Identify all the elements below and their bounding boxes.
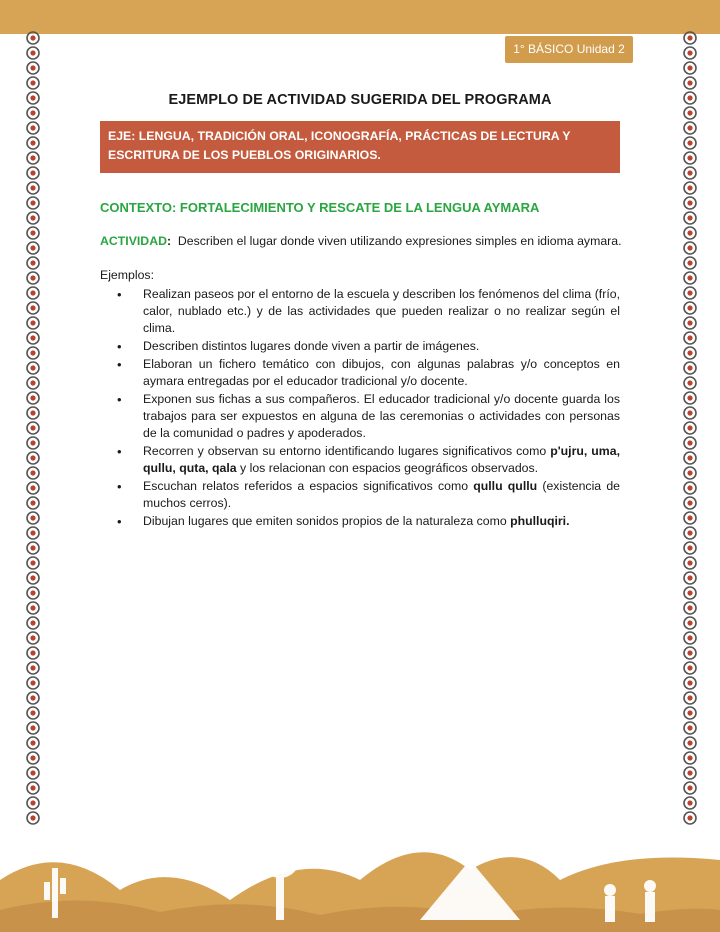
- ornament-motif-icon: [684, 662, 696, 674]
- ornament-motif-icon: [684, 617, 696, 629]
- list-item: • Recorren y observan su entorno identificando lugares significativos como p'ujru, uma, qullu, quta, qala y los relacionan con espacios geográficos observados.: [117, 444, 620, 475]
- ornament-motif-icon: [684, 152, 696, 164]
- ornament-motif-icon: [684, 377, 696, 389]
- ornament-motif-icon: [27, 182, 39, 194]
- ornament-motif-icon: [27, 677, 39, 689]
- ornament-motif-icon: [684, 392, 696, 404]
- ornament-motif-icon: [684, 107, 696, 119]
- ornament-motif-icon: [27, 527, 39, 539]
- activity-line: [100, 234, 622, 248]
- ornament-motif-icon: [27, 62, 39, 74]
- bullet-icon: •: [117, 479, 122, 494]
- ornament-motif-icon: [684, 122, 696, 134]
- ornament-motif-icon: [684, 797, 696, 809]
- ornament-motif-icon: [27, 482, 39, 494]
- ornament-motif-icon: [27, 77, 39, 89]
- ornament-motif-icon: [684, 362, 696, 374]
- ornament-motif-icon: [684, 467, 696, 479]
- aymara-term: qullu qullu: [473, 479, 538, 493]
- ornament-motif-icon: [684, 572, 696, 584]
- bullet-icon: •: [117, 392, 122, 407]
- ornament-motif-icon: [27, 587, 39, 599]
- ornament-motif-icon: [684, 527, 696, 539]
- ornament-motif-icon: [27, 392, 39, 404]
- ornament-motif-icon: [27, 137, 39, 149]
- ornament-motif-icon: [27, 152, 39, 164]
- ornament-motif-icon: [684, 437, 696, 449]
- ornament-motif-icon: [27, 737, 39, 749]
- ornament-motif-icon: [27, 272, 39, 284]
- left-ornament-border: [24, 30, 42, 830]
- list-item: • Escuchan relatos referidos a espacios significativos como qullu qullu (existencia de muchos cerros).: [117, 479, 621, 510]
- ornament-motif-icon: [27, 197, 39, 209]
- ornament-motif-icon: [27, 767, 39, 779]
- ornament-motif-icon: [684, 632, 696, 644]
- ornament-motif-icon: [27, 287, 39, 299]
- ornament-motif-icon: [27, 317, 39, 329]
- ornament-motif-icon: [27, 692, 39, 704]
- ornament-motif-icon: [684, 647, 696, 659]
- ornament-motif-icon: [684, 77, 696, 89]
- ornament-motif-icon: [27, 647, 39, 659]
- list-item: • Elaboran un fichero temático con dibujos, con algunas palabras y/o conceptos en aymara entregadas por el educador tradicional y/o docente.: [117, 357, 620, 388]
- ornament-motif-icon: [27, 47, 39, 59]
- ornament-motif-icon: [684, 257, 696, 269]
- ornament-motif-icon: [27, 422, 39, 434]
- ornament-motif-icon: [684, 482, 696, 494]
- examples-list: [100, 286, 620, 531]
- top-banner: [0, 0, 720, 34]
- ornament-motif-icon: [684, 227, 696, 239]
- ornament-motif-icon: [27, 662, 39, 674]
- ornament-motif-icon: [27, 122, 39, 134]
- ornament-motif-icon: [27, 752, 39, 764]
- ornament-motif-icon: [27, 257, 39, 269]
- bullet-icon: •: [117, 287, 122, 302]
- ornament-motif-icon: [27, 107, 39, 119]
- ornament-motif-icon: [684, 497, 696, 509]
- ornament-motif-icon: [684, 692, 696, 704]
- ornament-motif-icon: [27, 452, 39, 464]
- ornament-motif-icon: [684, 542, 696, 554]
- ornament-motif-icon: [684, 242, 696, 254]
- ornament-motif-icon: [684, 587, 696, 599]
- ornament-motif-icon: [27, 227, 39, 239]
- ornament-motif-icon: [27, 347, 39, 359]
- ornament-motif-icon: [684, 452, 696, 464]
- ornament-motif-icon: [27, 707, 39, 719]
- ornament-motif-icon: [27, 512, 39, 524]
- bullet-icon: •: [117, 444, 122, 459]
- bullet-icon: •: [117, 357, 122, 372]
- context-heading: CONTEXTO: FORTALECIMIENTO Y RESCATE DE LA LENGUA AYMARA: [100, 200, 540, 215]
- ornament-motif-icon: [27, 632, 39, 644]
- ornament-motif-icon: [684, 677, 696, 689]
- list-item: • Describen distintos lugares donde viven a partir de imágenes.: [117, 339, 480, 354]
- ornament-motif-icon: [684, 197, 696, 209]
- ornament-motif-icon: [27, 497, 39, 509]
- activity-colon: :: [166, 234, 172, 248]
- ornament-motif-icon: [684, 182, 696, 194]
- ornament-motif-icon: [684, 512, 696, 524]
- bullet-icon: •: [117, 339, 122, 354]
- ornament-motif-icon: [684, 317, 696, 329]
- ornament-motif-icon: [684, 167, 696, 179]
- activity-label: ACTIVIDAD: [100, 234, 167, 248]
- activity-text: Describen el lugar donde viven utilizando expresiones simples en idioma aymara.: [177, 234, 622, 248]
- ornament-motif-icon: [27, 602, 39, 614]
- ornament-motif-icon: [27, 212, 39, 224]
- ornament-motif-icon: [27, 377, 39, 389]
- ornament-motif-icon: [684, 752, 696, 764]
- ornament-motif-icon: [27, 467, 39, 479]
- ornament-motif-icon: [684, 47, 696, 59]
- ornament-motif-icon: [684, 332, 696, 344]
- ornament-motif-icon: [684, 137, 696, 149]
- ornament-motif-icon: [684, 602, 696, 614]
- list-item: • Realizan paseos por el entorno de la escuela y describen los fenómenos del clima (frío, calor, nublado etc.) y de las actividades que pueden realizar o no realizar según el clima.: [117, 287, 620, 335]
- ornament-motif-icon: [684, 737, 696, 749]
- ornament-motif-icon: [27, 407, 39, 419]
- ornament-motif-icon: [684, 422, 696, 434]
- ornament-motif-icon: [684, 272, 696, 284]
- ornament-motif-icon: [684, 287, 696, 299]
- ornament-motif-icon: [27, 797, 39, 809]
- page-title: EJEMPLO DE ACTIVIDAD SUGERIDA DEL PROGRAMA: [168, 92, 552, 108]
- ornament-motif-icon: [27, 302, 39, 314]
- eje-banner: EJE: LENGUA, TRADICIÓN ORAL, ICONOGRAFÍA, PRÁCTICAS DE LECTURA Y ESCRITURA DE LOS PUEBLOS ORIGINARIOS.: [100, 121, 620, 173]
- ornament-motif-icon: [27, 722, 39, 734]
- ornament-motif-icon: [684, 212, 696, 224]
- ornament-motif-icon: [27, 32, 39, 44]
- ornament-motif-icon: [27, 617, 39, 629]
- ornament-motif-icon: [27, 362, 39, 374]
- ornament-motif-icon: [27, 332, 39, 344]
- ornament-motif-icon: [684, 302, 696, 314]
- ornament-motif-icon: [27, 167, 39, 179]
- grade-unit-badge: 1° BÁSICO Unidad 2: [505, 36, 633, 63]
- ornament-motif-icon: [27, 782, 39, 794]
- ornament-motif-icon: [684, 707, 696, 719]
- ornament-motif-icon: [27, 542, 39, 554]
- ornament-motif-icon: [27, 557, 39, 569]
- ornament-motif-icon: [684, 62, 696, 74]
- ornament-motif-icon: [27, 437, 39, 449]
- ornament-motif-icon: [684, 722, 696, 734]
- ornament-motif-icon: [684, 32, 696, 44]
- ornament-motif-icon: [684, 347, 696, 359]
- landscape-footer-illustration: [0, 820, 720, 932]
- ornament-motif-icon: [684, 557, 696, 569]
- ornament-motif-icon: [27, 572, 39, 584]
- aymara-terms: p'ujru, uma, qullu, quta, qala: [143, 444, 620, 475]
- list-item: • Dibujan lugares que emiten sonidos propios de la naturaleza como phulluqiri.: [117, 514, 570, 529]
- ornament-motif-icon: [684, 782, 696, 794]
- aymara-term: phulluqiri.: [510, 514, 570, 528]
- ornament-motif-icon: [27, 242, 39, 254]
- ornament-motif-icon: [684, 407, 696, 419]
- ornament-motif-icon: [684, 767, 696, 779]
- bullet-icon: •: [117, 514, 122, 529]
- list-item: • Exponen sus fichas a sus compañeros. El educador tradicional y/o docente guarda los trabajos para ser expuestos en alguna de las ceremonias o actividades con personas de la comunidad o padres y apoderados.: [117, 392, 620, 440]
- right-ornament-border: [681, 30, 699, 830]
- examples-label: Ejemplos:: [100, 268, 154, 282]
